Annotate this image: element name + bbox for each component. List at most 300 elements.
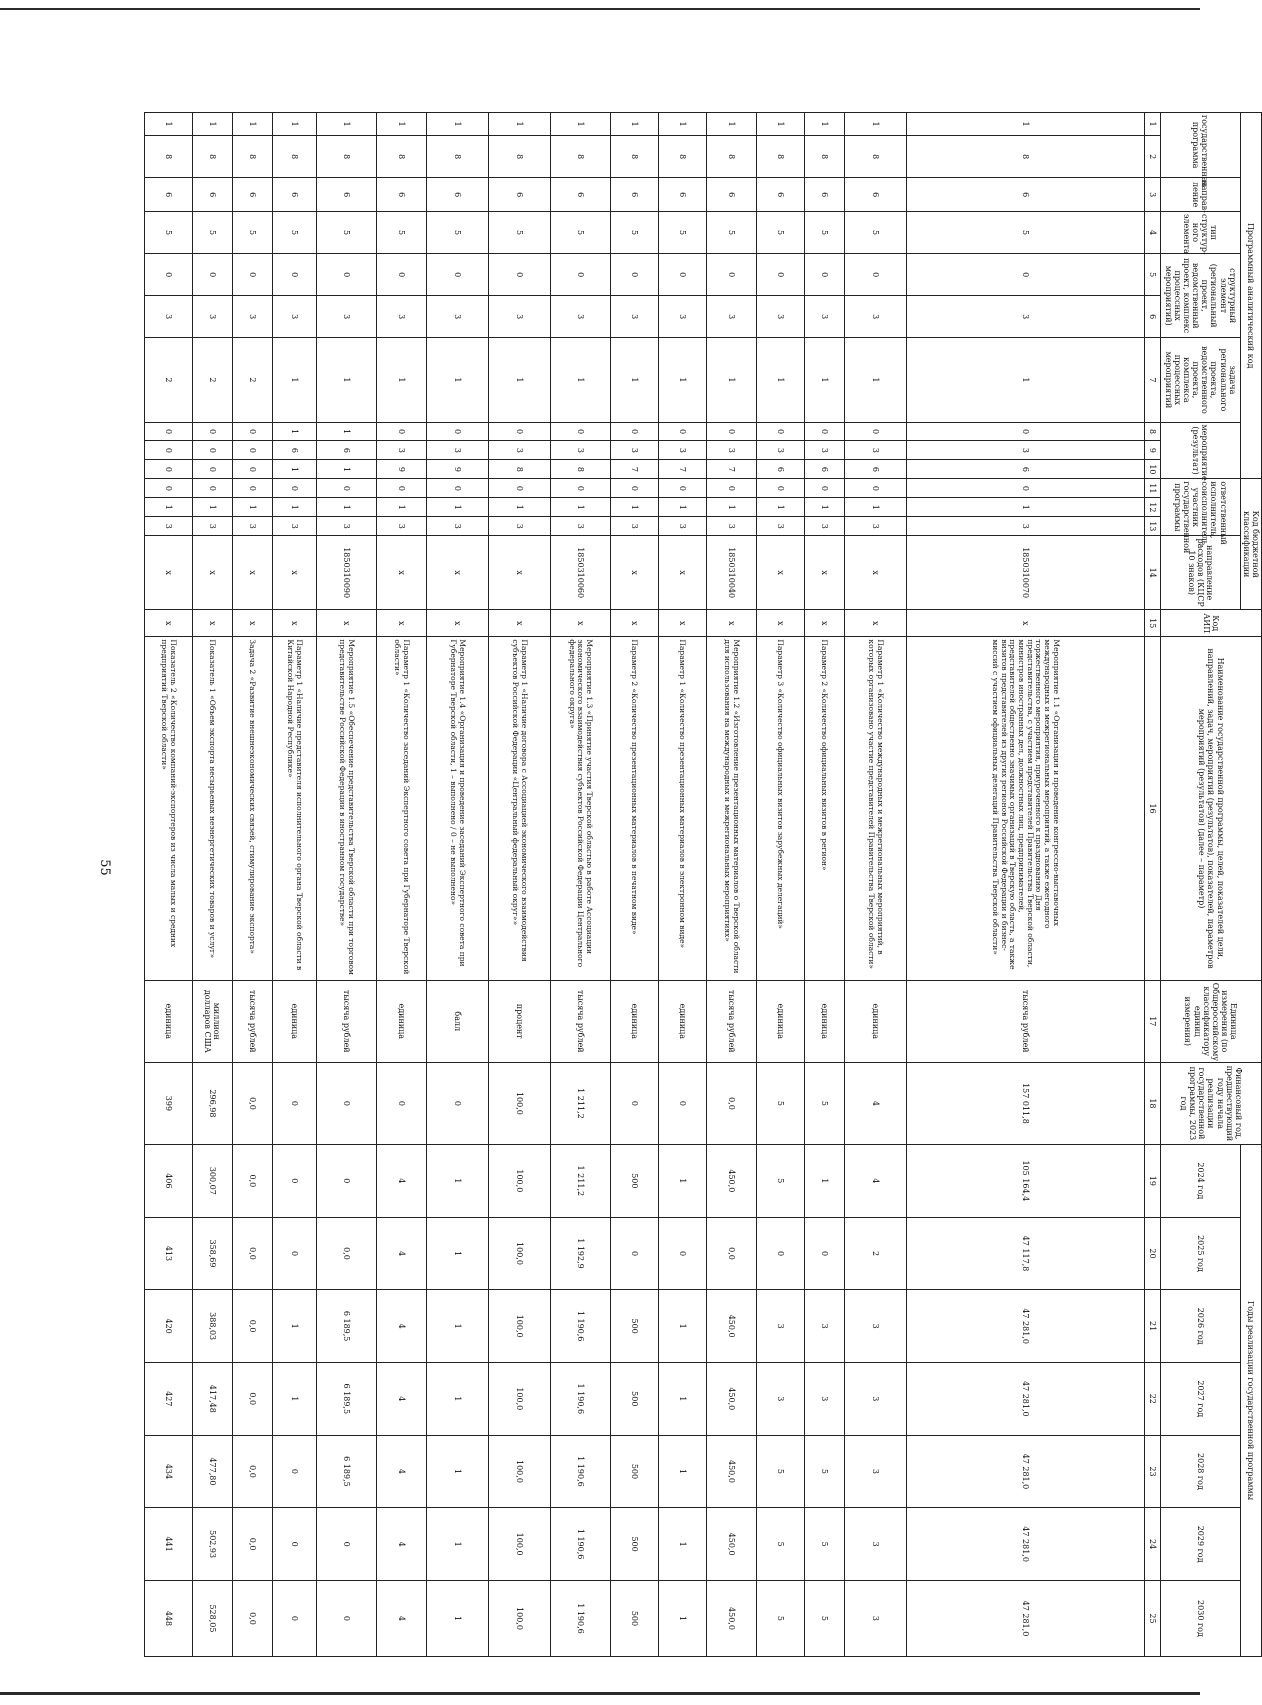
code-cell: 8 <box>610 136 658 178</box>
row-name: Мероприятие 1.2 «Изготовление презентационных материалов о Тверской области для использования на международных и межрегиональных мероприятиях» <box>706 637 756 980</box>
code-cell: 0 <box>844 479 906 498</box>
code-cell: 0 <box>316 479 376 498</box>
code-cell: 0 <box>272 254 316 296</box>
code-cell: 5 <box>488 211 550 253</box>
row-year-value: 1 190,6 <box>550 1435 610 1508</box>
row-year-value: 500 <box>610 1580 658 1656</box>
code-cell: x <box>232 536 272 610</box>
row-year-value: 0 <box>272 1217 316 1290</box>
row-base-value: 0 <box>658 1062 706 1144</box>
table-row <box>844 113 906 1657</box>
row-year-value: 420 <box>144 1290 192 1363</box>
code-cell: 1 <box>906 113 1144 136</box>
row-year-value: 1 <box>658 1580 706 1656</box>
row-year-value: 2 <box>844 1217 906 1290</box>
row-year-value: 47 281,0 <box>906 1362 1144 1435</box>
code-cell: 3 <box>488 441 550 460</box>
row-unit: единица <box>144 980 192 1062</box>
row-year-value: 1 <box>426 1508 488 1581</box>
row-year-value: 0 <box>272 1508 316 1581</box>
code-cell: 5 <box>192 211 232 253</box>
code-cell: 1 <box>756 113 804 136</box>
code-cell: 0 <box>906 422 1144 441</box>
row-year-value: 1 <box>658 1145 706 1218</box>
row-year-value: 6 189,5 <box>316 1435 376 1508</box>
row-year-value: 450,0 <box>706 1435 756 1508</box>
code-cell: 2 <box>192 338 232 422</box>
row-year-value: 3 <box>844 1580 906 1656</box>
code-cell: 3 <box>550 517 610 536</box>
header-measure: мероприятие (результат) <box>1160 422 1240 479</box>
column-number: 12 <box>1144 498 1160 517</box>
code-cell: 5 <box>844 211 906 253</box>
code-cell: 1 <box>756 498 804 517</box>
code-cell: 1 <box>376 498 426 517</box>
header-years-group: Годы реализации государственной программы <box>1240 1145 1261 1657</box>
row-base-value: 0,0 <box>706 1062 756 1144</box>
header-direction: направ-ление <box>1160 178 1240 212</box>
row-year-value: 0 <box>316 1508 376 1581</box>
code-cell: 1 <box>144 113 192 136</box>
row-year-value: 0,0 <box>232 1435 272 1508</box>
row-year-value: 1 <box>426 1290 488 1363</box>
column-number: 6 <box>1144 296 1160 338</box>
code-cell: 8 <box>376 136 426 178</box>
code-cell: 3 <box>232 517 272 536</box>
row-year-value: 47 281,0 <box>906 1508 1144 1581</box>
code-cell: 8 <box>658 136 706 178</box>
code-cell: x <box>550 610 610 637</box>
code-cell: 1 <box>804 113 844 136</box>
row-name: Мероприятие 1.5 «Обеспечение представительства Тверской области при торговом представительстве Российской Федерации в иностранном государстве» <box>316 637 376 980</box>
column-number: 3 <box>1144 178 1160 212</box>
code-cell: 1 <box>376 338 426 422</box>
header-year-2030: 2030 год <box>1160 1580 1240 1656</box>
row-year-value: 1 190,6 <box>550 1580 610 1656</box>
code-cell: 5 <box>658 211 706 253</box>
code-cell: 0 <box>658 479 706 498</box>
code-cell: 3 <box>844 517 906 536</box>
code-cell: x <box>756 536 804 610</box>
bottom-rule <box>0 1692 1200 1695</box>
page-number: 55 <box>96 859 112 876</box>
row-year-value: 4 <box>376 1290 426 1363</box>
code-cell: 0 <box>192 254 232 296</box>
code-cell: 3 <box>706 296 756 338</box>
row-year-value: 47 281,0 <box>906 1290 1144 1363</box>
code-cell: 8 <box>144 136 192 178</box>
row-name: Показатель 2 «Количество компаний-экспортеров из числа малых и средних предприятий Тверской области» <box>144 637 192 980</box>
code-cell: 9 <box>426 460 488 479</box>
row-year-value: 100,0 <box>488 1508 550 1581</box>
code-cell: 1 <box>550 113 610 136</box>
code-cell: 1 <box>658 338 706 422</box>
code-cell: 0 <box>804 479 844 498</box>
row-year-value: 5 <box>804 1435 844 1508</box>
code-cell: x <box>192 536 232 610</box>
code-cell: 3 <box>488 517 550 536</box>
code-cell: 1 <box>316 113 376 136</box>
code-cell: 0 <box>144 441 192 460</box>
row-year-value: 1 192,9 <box>550 1217 610 1290</box>
code-cell: 1 <box>706 498 756 517</box>
code-cell: 5 <box>376 211 426 253</box>
row-unit: единица <box>272 980 316 1062</box>
header-gp: государственная программа <box>1160 113 1240 178</box>
row-year-value: 47 281,0 <box>906 1580 1144 1656</box>
row-year-value: 4 <box>376 1508 426 1581</box>
code-cell: 3 <box>804 296 844 338</box>
row-base-value: 0 <box>610 1062 658 1144</box>
row-year-value: 1 190,6 <box>550 1362 610 1435</box>
column-number: 18 <box>1144 1062 1160 1144</box>
row-year-value: 450,0 <box>706 1580 756 1656</box>
code-cell: 7 <box>658 460 706 479</box>
code-cell: 3 <box>272 517 316 536</box>
code-cell: 1 <box>804 338 844 422</box>
row-unit: единица <box>756 980 804 1062</box>
code-cell: 3 <box>488 296 550 338</box>
row-year-value: 6 189,5 <box>316 1362 376 1435</box>
table-row <box>804 113 844 1657</box>
code-cell: 8 <box>844 136 906 178</box>
code-cell: 1 <box>550 338 610 422</box>
code-cell: 3 <box>658 441 706 460</box>
row-year-value: 0 <box>272 1145 316 1218</box>
code-cell: 5 <box>804 211 844 253</box>
code-cell: 0 <box>488 254 550 296</box>
table-row <box>488 113 550 1657</box>
code-cell: 0 <box>316 254 376 296</box>
code-cell: 6 <box>706 178 756 212</box>
code-cell: 1 <box>426 338 488 422</box>
row-base-value: 1 211,2 <box>550 1062 610 1144</box>
code-cell: 3 <box>376 441 426 460</box>
code-cell: 3 <box>804 517 844 536</box>
table-row <box>316 113 376 1657</box>
row-base-value: 0 <box>426 1062 488 1144</box>
row-name: Параметр 1 «Количество международных и межрегиональных мероприятий, в которых организовано участие представителей Правительства Тверской области» <box>844 637 906 980</box>
row-year-value: 388,03 <box>192 1290 232 1363</box>
code-cell: 5 <box>706 211 756 253</box>
code-cell: 1 <box>844 498 906 517</box>
header-task: задача регионального проекта, ведомственного проекта, комплекса процессных мероприятий <box>1160 338 1240 422</box>
row-year-value: 3 <box>844 1435 906 1508</box>
row-base-value: 399 <box>144 1062 192 1144</box>
code-cell: 3 <box>232 296 272 338</box>
code-cell: 1 <box>550 498 610 517</box>
code-cell: 1 <box>610 498 658 517</box>
row-base-value: 0 <box>376 1062 426 1144</box>
code-cell: 6 <box>756 178 804 212</box>
row-year-value: 5 <box>756 1580 804 1656</box>
row-year-value: 500 <box>610 1362 658 1435</box>
code-cell: 0 <box>232 254 272 296</box>
row-year-value: 406 <box>144 1145 192 1218</box>
row-unit: балл <box>426 980 488 1062</box>
header-year-2025: 2025 год <box>1160 1217 1240 1290</box>
row-year-value: 0,0 <box>232 1145 272 1218</box>
code-cell: 1 <box>144 498 192 517</box>
column-number: 24 <box>1144 1508 1160 1581</box>
column-number: 4 <box>1144 211 1160 253</box>
code-cell: 6 <box>804 460 844 479</box>
code-cell: 3 <box>426 296 488 338</box>
code-cell: 1 <box>844 113 906 136</box>
code-cell: 1 <box>376 113 426 136</box>
code-cell: 5 <box>756 211 804 253</box>
row-unit: процент <box>488 980 550 1062</box>
row-year-value: 1 <box>272 1362 316 1435</box>
column-number: 15 <box>1144 610 1160 637</box>
header-name: Наименование государственной программы, целей, показателей цели, направлений, задач, мероприятий (результатов), показателей, параметров мероприятий (результатов) (далее – параметр) <box>1160 637 1261 980</box>
row-year-value: 3 <box>804 1290 844 1363</box>
column-number: 14 <box>1144 536 1160 610</box>
column-number: 8 <box>1144 422 1160 441</box>
code-cell: x <box>144 610 192 637</box>
table-row <box>610 113 658 1657</box>
code-cell: 1 <box>426 498 488 517</box>
row-year-value: 5 <box>804 1580 844 1656</box>
code-cell: 6 <box>550 178 610 212</box>
code-cell: 3 <box>610 517 658 536</box>
row-year-value: 0 <box>316 1580 376 1656</box>
code-cell: 7 <box>706 460 756 479</box>
row-year-value: 47 117,8 <box>906 1217 1144 1290</box>
code-cell: 3 <box>756 441 804 460</box>
table-row <box>706 113 756 1657</box>
row-unit: единица <box>610 980 658 1062</box>
code-cell: 0 <box>906 479 1144 498</box>
code-cell: 0 <box>756 422 804 441</box>
code-cell: 8 <box>550 136 610 178</box>
code-cell: 8 <box>426 136 488 178</box>
row-year-value: 5 <box>804 1508 844 1581</box>
header-year-2026: 2026 год <box>1160 1290 1240 1363</box>
code-cell: 1 <box>906 498 1144 517</box>
code-cell: x <box>844 610 906 637</box>
code-cell: 0 <box>706 422 756 441</box>
row-base-value: 0 <box>316 1062 376 1144</box>
code-cell: 0 <box>610 254 658 296</box>
table-row <box>192 113 232 1657</box>
row-year-value: 441 <box>144 1508 192 1581</box>
code-cell: 0 <box>232 460 272 479</box>
code-cell: 3 <box>658 517 706 536</box>
code-cell: 3 <box>376 517 426 536</box>
row-year-value: 1 <box>658 1290 706 1363</box>
row-year-value: 100,0 <box>488 1290 550 1363</box>
row-year-value: 5 <box>756 1435 804 1508</box>
row-year-value: 448 <box>144 1580 192 1656</box>
code-cell: x <box>144 536 192 610</box>
code-cell: 3 <box>376 296 426 338</box>
row-name: Мероприятие 1.1 «Организация и проведение конгрессно-выставочных международных и межрегиональных мероприятий, а также ежегодного торжественного мероприятия, приуроченного к празднованию Дня представительства, с участием представителей Правительства Тверской области, министров иностранных дел, должностных лиц, предпринимателей, представителей общественно значимых организаций в Тверскую область, а также визитов представителей из других регионов Российской Федерации и бизнес-миссий с участием официальных делегаций Правительства Тверской области» <box>906 637 1144 980</box>
row-year-value: 4 <box>376 1145 426 1218</box>
code-cell: x <box>804 536 844 610</box>
code-cell: 1850310090 <box>316 536 376 610</box>
code-cell: 0 <box>756 479 804 498</box>
header-unit: Единица измерения (по Общероссийскому классификатору единиц измерения) <box>1160 980 1261 1062</box>
header-base-year: Финансовый год, предшествующий году начала реализации государственной программы, 2023 год <box>1160 1062 1261 1144</box>
code-cell: 1 <box>272 498 316 517</box>
code-cell: 1 <box>844 338 906 422</box>
row-year-value: 5 <box>756 1508 804 1581</box>
header-row-1 <box>1240 113 1261 1657</box>
code-cell: 0 <box>906 254 1144 296</box>
code-cell: 3 <box>756 296 804 338</box>
code-cell: x <box>706 610 756 637</box>
row-base-value: 0,0 <box>232 1062 272 1144</box>
code-cell: 8 <box>756 136 804 178</box>
code-cell: 3 <box>426 517 488 536</box>
code-cell: 3 <box>192 296 232 338</box>
header-type: тип структур-ного элемента <box>1160 211 1240 253</box>
code-cell: 3 <box>844 296 906 338</box>
code-cell: 0 <box>426 479 488 498</box>
code-cell: 0 <box>192 422 232 441</box>
column-number: 16 <box>1144 637 1160 980</box>
code-cell: 1850310060 <box>550 536 610 610</box>
row-base-value: 0 <box>272 1062 316 1144</box>
row-year-value: 0 <box>272 1580 316 1656</box>
code-cell: 6 <box>844 460 906 479</box>
code-cell: 5 <box>426 211 488 253</box>
row-year-value: 3 <box>844 1290 906 1363</box>
code-cell: 0 <box>804 422 844 441</box>
code-cell: x <box>658 610 706 637</box>
code-cell: 3 <box>316 296 376 338</box>
code-cell: x <box>488 610 550 637</box>
row-year-value: 1 <box>804 1145 844 1218</box>
code-cell: 3 <box>756 517 804 536</box>
code-cell: 1 <box>316 422 376 441</box>
code-cell: 6 <box>844 178 906 212</box>
row-year-value: 3 <box>756 1362 804 1435</box>
code-cell: 1 <box>272 422 316 441</box>
row-year-value: 450,0 <box>706 1362 756 1435</box>
row-unit: единица <box>804 980 844 1062</box>
row-unit: единица <box>844 980 906 1062</box>
column-number-row <box>1144 113 1160 1657</box>
code-cell: 3 <box>144 517 192 536</box>
code-cell: 6 <box>272 441 316 460</box>
code-cell: 8 <box>906 136 1144 178</box>
code-cell: 0 <box>550 422 610 441</box>
code-cell: 1 <box>316 460 376 479</box>
row-year-value: 0,0 <box>232 1290 272 1363</box>
row-year-value: 4 <box>376 1362 426 1435</box>
code-cell: 3 <box>610 296 658 338</box>
row-year-value: 6 189,5 <box>316 1290 376 1363</box>
row-year-value: 100,0 <box>488 1145 550 1218</box>
code-cell: x <box>610 610 658 637</box>
code-cell: 0 <box>610 479 658 498</box>
column-number: 9 <box>1144 441 1160 460</box>
code-cell: 1 <box>610 338 658 422</box>
code-cell: 5 <box>144 211 192 253</box>
code-cell: 1 <box>906 338 1144 422</box>
code-cell: 5 <box>610 211 658 253</box>
row-year-value: 1 <box>426 1435 488 1508</box>
row-year-value: 450,0 <box>706 1508 756 1581</box>
row-year-value: 1 190,6 <box>550 1508 610 1581</box>
header-year-2024: 2024 год <box>1160 1145 1240 1218</box>
code-cell: 0 <box>232 479 272 498</box>
row-year-value: 1 <box>426 1580 488 1656</box>
code-cell: 1 <box>232 113 272 136</box>
code-cell: 0 <box>144 422 192 441</box>
code-cell: 3 <box>550 296 610 338</box>
code-cell: x <box>906 610 1144 637</box>
code-cell: 8 <box>272 136 316 178</box>
code-cell: 3 <box>144 296 192 338</box>
code-cell: 9 <box>376 460 426 479</box>
row-year-value: 3 <box>844 1508 906 1581</box>
code-cell: 0 <box>144 479 192 498</box>
code-cell: 8 <box>316 136 376 178</box>
code-cell: x <box>488 536 550 610</box>
code-cell: 1 <box>706 338 756 422</box>
row-year-value: 502,93 <box>192 1508 232 1581</box>
code-cell: 0 <box>488 479 550 498</box>
row-name: Параметр 1 «Количество заседаний Экспертного совета при Губернаторе Тверской области» <box>376 637 426 980</box>
row-name: Параметр 2 «Количество презентационных материалов в печатном виде» <box>610 637 658 980</box>
row-year-value: 1 211,2 <box>550 1145 610 1218</box>
code-cell: 6 <box>144 178 192 212</box>
row-year-value: 0,0 <box>316 1217 376 1290</box>
code-cell: 1 <box>192 498 232 517</box>
code-cell: 0 <box>376 422 426 441</box>
code-cell: 1 <box>658 498 706 517</box>
row-name: Параметр 1 «Наличие договора с Ассоциацией экономического взаимодействия субъектов Российской Федерации «Центральный федеральный округ»» <box>488 637 550 980</box>
code-cell: 0 <box>426 422 488 441</box>
table-row <box>232 113 272 1657</box>
header-struct: структурный элемент (региональный проект, ведомственный проект, комплекс процессных мероприятий) <box>1160 254 1240 338</box>
code-cell: 3 <box>844 441 906 460</box>
code-cell: 0 <box>426 254 488 296</box>
code-cell: 6 <box>232 178 272 212</box>
row-year-value: 450,0 <box>706 1145 756 1218</box>
column-number: 20 <box>1144 1217 1160 1290</box>
row-year-value: 4 <box>376 1435 426 1508</box>
column-number: 25 <box>1144 1580 1160 1656</box>
code-cell: 0 <box>706 254 756 296</box>
row-unit: миллион долларов США <box>192 980 232 1062</box>
row-name: Мероприятие 1.3 «Принятие участия Тверской областью в работе Ассоциации экономического взаимодействия субъектов Российской Федерации Центрального федерального округа» <box>550 637 610 980</box>
table-row <box>658 113 706 1657</box>
code-cell: 3 <box>906 296 1144 338</box>
code-cell: 0 <box>144 460 192 479</box>
row-year-value: 0 <box>804 1217 844 1290</box>
code-cell: 6 <box>906 460 1144 479</box>
code-cell: 1850310040 <box>706 536 756 610</box>
code-cell: 6 <box>316 441 376 460</box>
code-cell: 0 <box>376 254 426 296</box>
code-cell: 0 <box>192 460 232 479</box>
code-cell: 6 <box>272 178 316 212</box>
code-cell: x <box>376 536 426 610</box>
code-cell: 6 <box>376 178 426 212</box>
code-cell: 0 <box>658 254 706 296</box>
code-cell: 1 <box>272 460 316 479</box>
code-cell: 1 <box>272 113 316 136</box>
code-cell: 0 <box>844 254 906 296</box>
code-cell: 8 <box>488 136 550 178</box>
code-cell: 5 <box>550 211 610 253</box>
top-rule <box>0 8 1200 10</box>
code-cell: 8 <box>488 460 550 479</box>
